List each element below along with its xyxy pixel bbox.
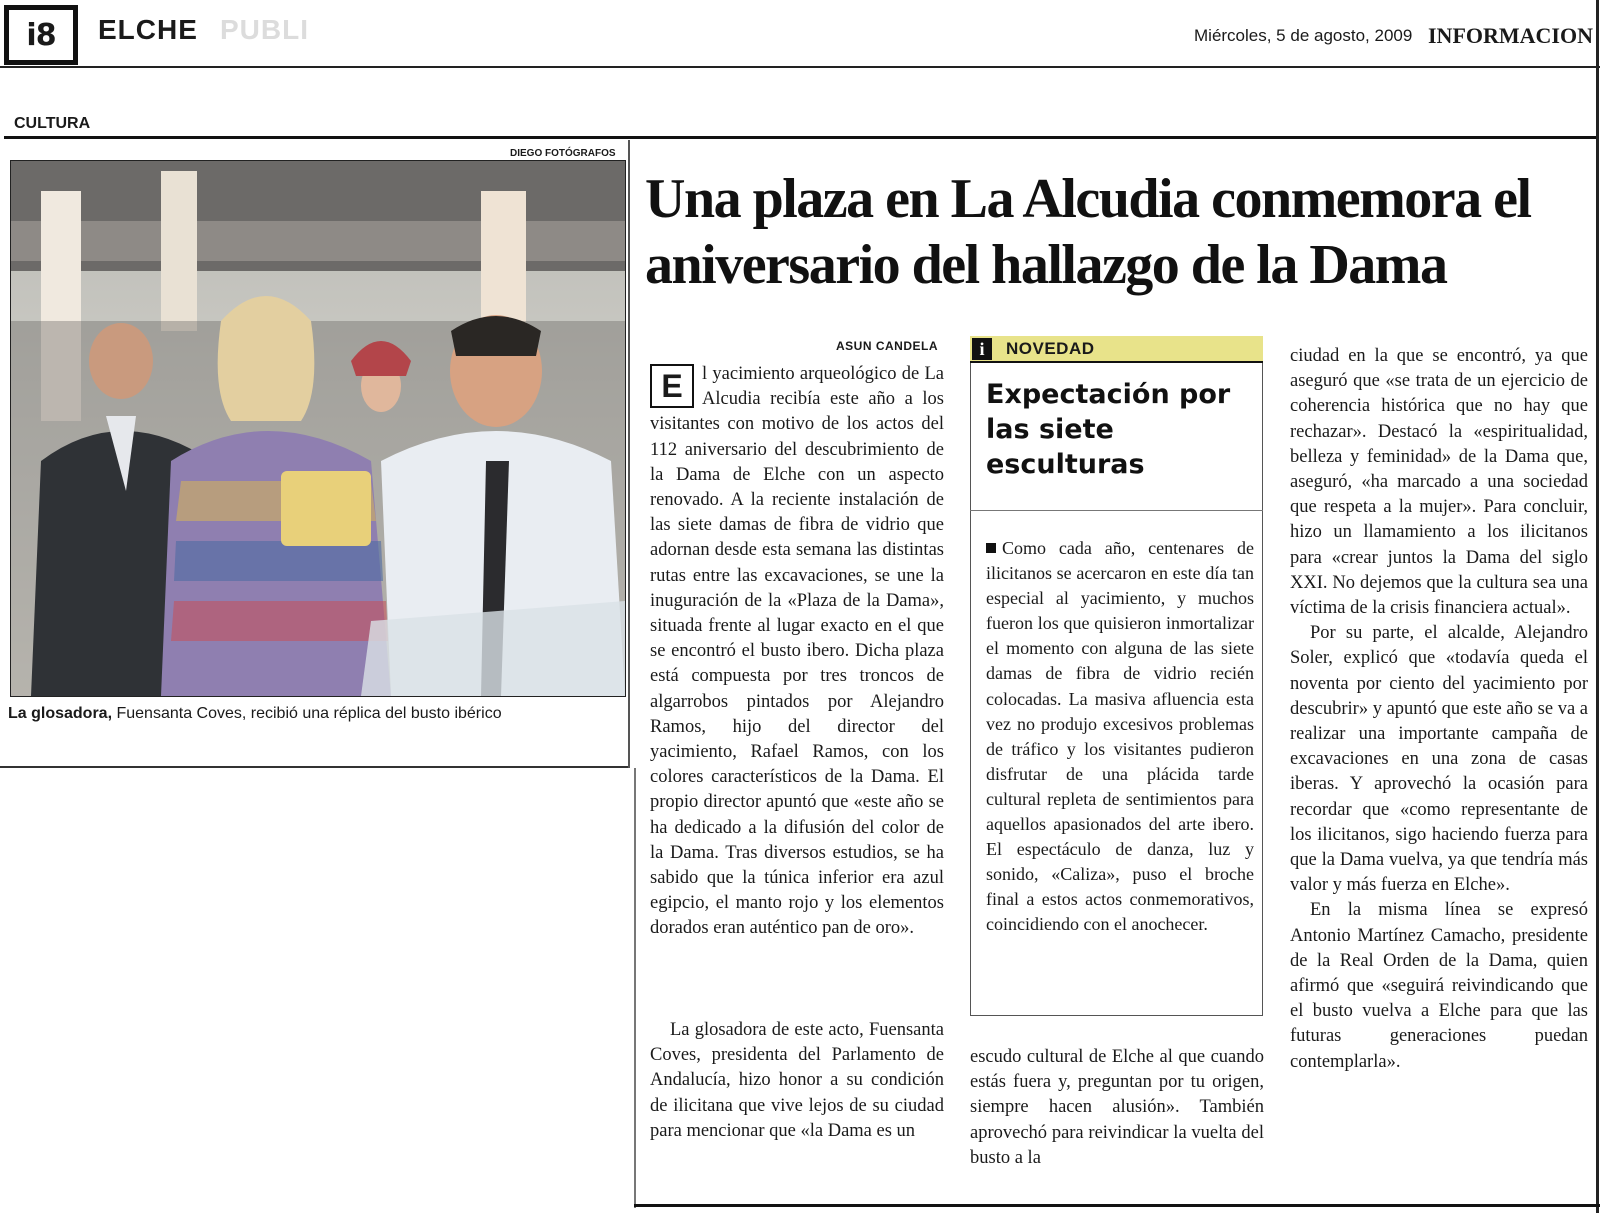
article-paragraph: En la misma línea se expresó Antonio Martínez Camacho, presidente de la Real Orden de la Dama, quien afirmó que «seguirá reivindicando que el busto vuelva a Elche para que las futuras generaciones puedan contemplarla». [1290,900,1588,1072]
article-paragraph: La glosadora de este acto, Fuensanta Coves, presidenta del Parlamento de Andalucía, hizo honor a su condición de ilicitana que vive lejos de su ciudad para mencionar que «la Dama es un [650,1020,944,1141]
drop-cap: E [650,364,694,408]
photo-box-side-rule [628,140,630,768]
photo-illustration [11,161,625,696]
page-number: i8 [4,5,78,65]
paragraph-text: l yacimiento arqueológico de La Alcudia recibía este año a los visitantes con motivo de los actos del 112 aniversario del descubrimiento de la Dama de Elche con un aspecto renovado. A la reciente instalación de las siete damas de fibra de vidrio que adornan desde esta semana las distintas rutas entre las excavaciones, se une la inuguración de la «Plaza de la Dama», situada frente al lugar exacto en el que se encontró el busto ibero. Dicha plaza está compuesta por tres troncos de algarrobos pintados por Alejandro Ramos, hijo del director del yacimiento, Rafael Ramos, con los colores característicos de la Dama. El propio director apuntó que «este año se ha dedicado a la difusión del color de la Dama. Tras diversos estudios, se ha sabido que la túnica inferior era azul egipcio, el manto rojo y los elementos dorados eran auténtico pan de oro». [650,364,944,939]
bullet-icon [986,543,996,553]
sidebar-title: Expectación por las siete esculturas [986,379,1231,480]
article-column-2 [970,1045,1264,1171]
article-paragraph [650,362,944,942]
issue-date: Miércoles, 5 de agosto, 2009 [1194,26,1413,45]
article-headline: Una plaza en La Alcudia conmemora el aniversario del hallazgo de la Dama [645,168,1531,296]
header-rule [0,66,1600,68]
article-left-rule [634,768,636,1208]
sidebar-text [986,536,1254,938]
caption-text: Fuensanta Coves, recibió una réplica del busto ibérico [112,705,502,722]
article-paragraph: Por su parte, el alcalde, Alejandro Soler, explicó que «todavía queda el noventa por ciento del yacimiento por descubrir» y apuntó que este año se va a realizar una importante campaña de excavaciones en una zona de casas iberas. Y aprovechó la ocasión para recordar que «como representante de los ilicitanos, sigo haciendo fuerza para que la Dama vuelva, ya que tendría más valor y más fuerza en Elche». [1290,623,1588,896]
photo-box-rule [0,766,630,768]
section-title: ELCHE [98,14,198,45]
sidebar-label: NOVEDAD [1006,339,1095,358]
caption-lead: La glosadora, [8,705,113,722]
photo-credit: DIEGO FOTÓGRAFOS [510,148,616,159]
info-icon: i [972,338,992,360]
article-column-1 [650,362,944,942]
article-column-3 [1290,344,1588,1075]
sidebar-separator [970,510,1263,511]
bleed-through-text: PUBLI [220,14,309,45]
article-column-1-continued [650,1018,944,1144]
kicker-label: CULTURA [14,115,91,132]
sidebar-paragraph: Como cada año, centenares de ilicitanos se acercaron en este día tan especial al yacimiento, y muchos fueron los que quisieron inmortalizar el momento con alguna de las siete damas de fibra de vidrio recién colocadas. La masiva afluencia esta vez no produjo excesivos problemas de tráfico y los visitantes pudieron disfrutar de una plácida tarde cultural repleta de sentimientos para aquellos apasionados del arte ibero. El espectáculo de danza, luz y sonido, «Caliza», puso el broche final a estos actos conmemorativos, coincidiendo con el anochecer. [986,538,1254,935]
kicker-rule [4,136,1596,139]
photo-caption [8,705,502,723]
article-paragraph: escudo cultural de Elche al que cuando estás fuera y, preguntan por tu origen, siempre hacen alusión». También aprovechó para reivindicar la vuelta del busto a la [970,1047,1264,1168]
page-edge-rule [1596,0,1599,1213]
article-paragraph: ciudad en la que se encontró, ya que aseguró que «se trata de un ejercicio de coherencia histórica que no hay que rechazar». Destacó la «espiritualidad, belleza y feminidad» de la Dama que, aseguró, «ha marcado a una sociedad que respeta a la mujer». Para concluir, hizo un llamamiento a los ilicitanos para «crear juntos la Dama del siglo XXI. No dejemos que la cultura sea una víctima de la crisis financiera actual». [1290,346,1588,619]
article-byline: ASUN CANDELA [836,339,938,353]
newspaper-name: INFORMACION [1428,23,1593,48]
news-photo [10,160,626,697]
article-bottom-rule [634,1204,1600,1207]
